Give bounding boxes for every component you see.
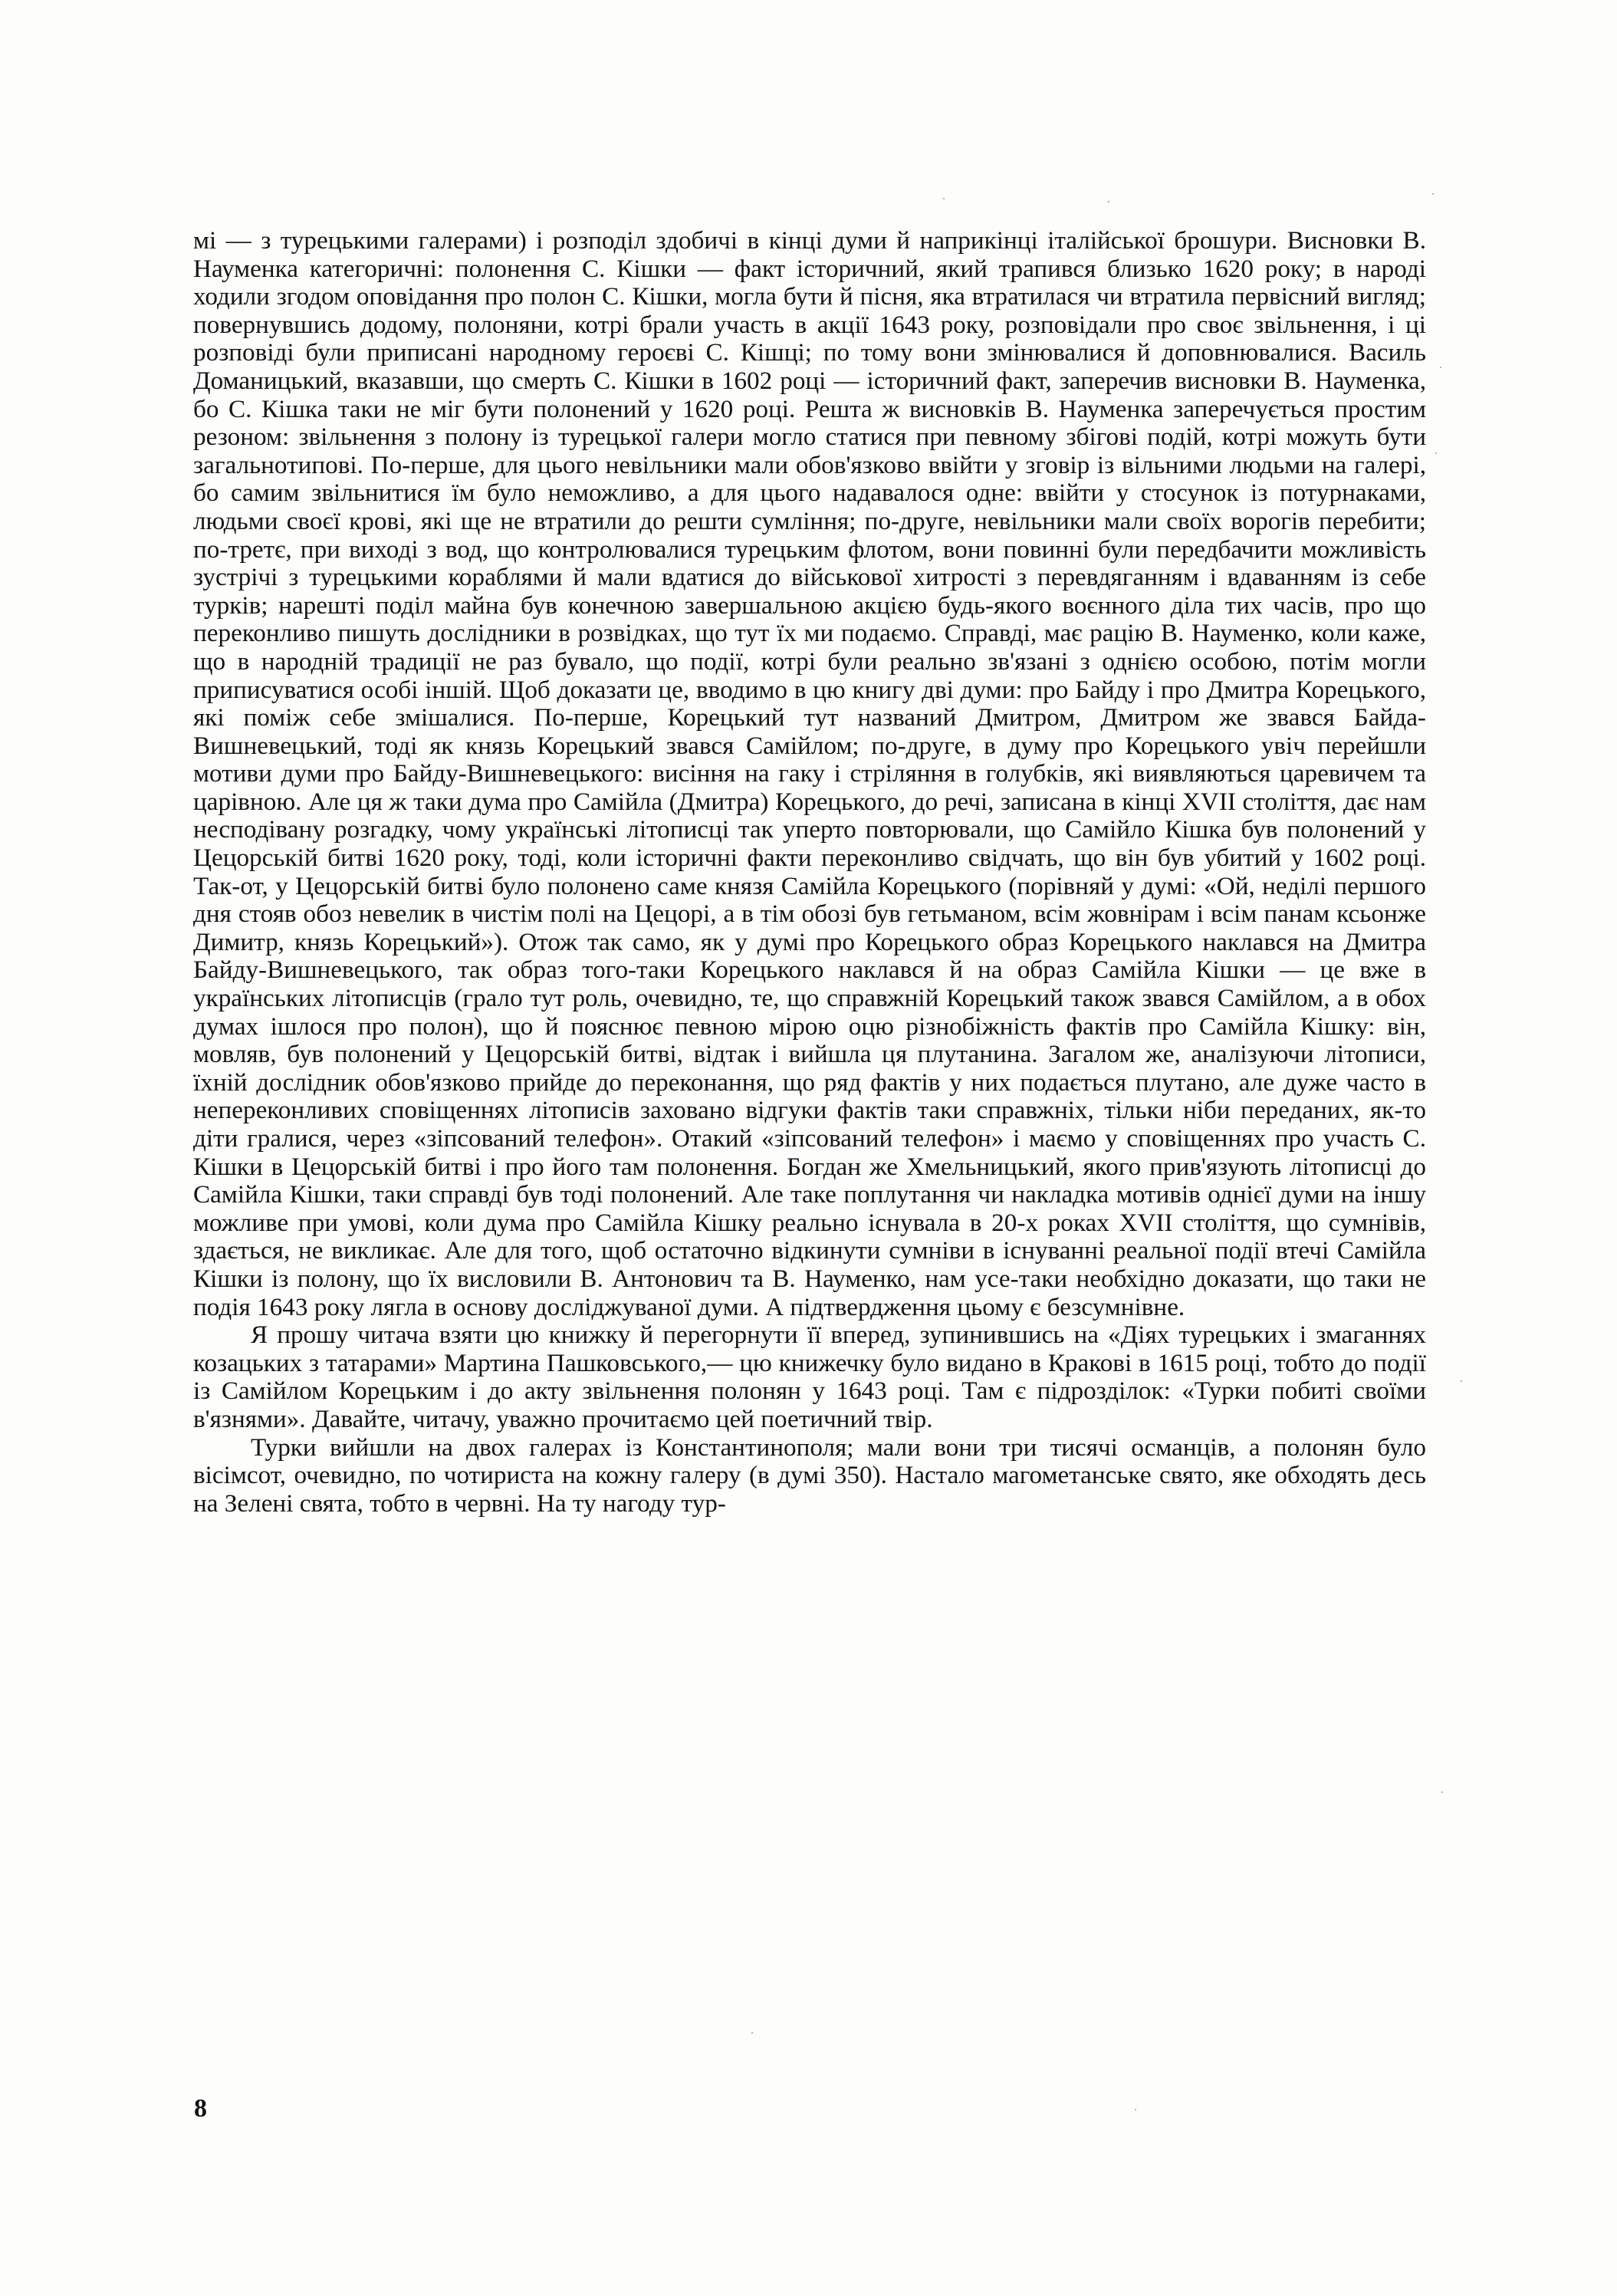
scan-speck xyxy=(943,198,945,199)
page-number: 8 xyxy=(194,2094,207,2123)
scan-speck xyxy=(1432,193,1434,195)
paragraph-1: мі — з турецькими галерами) і розподіл здобичі в кінці думи й наприкінці італійської брошури. Висновки В. Науменка категоричні: полонення С. Кішки — факт історичний, який трапився близько 1620 року; в народі ходили згодом оповідання про полон С. Кішки, могла бути й пісня, яка втратилася чи втратила первісний вигляд; повернувшись додому, полоняни, котрі брали участь в акції 1643 року, розповідали про своє звільнення, і ці розповіді були приписані народному героєві С. Кішці; по тому вони змінювалися й доповнювалися. Василь Доманицький, вказавши, що смерть С. Кішки в 1602 році — історичний факт, заперечив висновки В. Науменка, бо С. Кішка таки не міг бути полонений у 1620 році. Решта ж висновків В. Науменка заперечується простим резоном: звільнення з полону із турецької галери могло статися при певному збігові подій, котрі можуть бути загальнотипові. По-перше, для цього невільники мали обов'язково ввійти у зговір із вільними людьми на галері, бо самим звільнитися їм було неможливо, а для цього надавалося одне: ввійти у стосунок із потурнаками, людьми своєї крові, які ще не втратили до решти сумління; по-друге, невільники мали своїх ворогів перебити; по-третє, при виході з вод, що контролювалися турецьким флотом, вони повинні були передбачити можливість зустрічі з турецькими кораблями й мали вдатися до військової хитрості з перевдяганням і вдаванням із себе турків; нарешті поділ майна був конечною завершальною акцією будь-якого воєнного діла тих часів, про що переконливо пишуть дослідники в розвідках, що тут їх ми подаємо. Справді, має рацію В. Науменко, коли каже, що в народній традиції не раз бувало, що події, котрі були реально зв'язані з однією особою, потім могли приписуватися особі іншій. Щоб доказати це, вводимо в цю книгу дві думи: про Байду і про Дмитра Корецького, які поміж себе змішалися. По-перше, Корецький тут названий Дмитром, Дмитром же звався Байда-Вишневецький, тоді як князь Корецький звався Самійлом; по-друге, в думу про Корецького увіч перейшли мотиви думи про Байду-Вишневецького: висіння на гаку і стріляння в голубків, які виявляються царевичем та царівною. Але ця ж таки дума про Самійла (Дмитра) Корецького, до речі, записана в кінці XVII століття, дає нам несподівану розгадку, чому українські літописці так уперто повторювали, що Самійло Кішка був полонений у Цецорській битві 1620 року, тоді, коли історичні факти переконливо свідчать, що він був убитий у 1602 році. Так-от, у Цецорській битві було полонено саме князя Самійла Корецького (порівняй у думі: «Ой, неділі першого дня стояв обоз невелик в чистім полі на Цецорі, а в тім обозі був гетьманом, всім жовнірам і всім панам ксьонже Димитр, князь Корецький»). Отож так само, як у думі про Корецького образ Корецького наклався на Дмитра Байду-Вишневецького, так образ того-таки Корецького наклався й на образ Самійла Кішки — це вже в українських літописців (грало тут роль, очевидно, те, що справжній Корецький також звався Самійлом, а в обох думах ішлося про полон), що й пояснює певною мірою оцю різнобіжність фактів про Самійла Кішку: він, мовляв, був полонений у Цецорській битві, відтак і вийшла ця плутанина. Загалом же, аналізуючи літописи, їхній дослідник обов'язково прийде до переконання, що ряд фактів у них подається плутано, але дуже часто в непереконливих сповіщеннях літописів заховано відгуки фактів таки справжніх, тільки ніби переданих, як-то діти гралися, через «зіпсований телефон». Отакий «зіпсований телефон» і маємо у сповіщеннях про участь С. Кішки в Цецорській битві і про його там полонення. Богдан же Хмельницький, якого прив'язують літописці до Самійла Кішки, таки справді був тоді полонений. Але таке поплутання чи накладка мотивів однієї думи на іншу можливе при умові, коли дума про Самійла Кішку реально існувала в 20-х роках XVII століття, що сумнівів, здається, не викликає. Але для того, щоб остаточно відкинути сумніви в існуванні реальної події втечі Самійла Кішки із полону, що їх висловили В. Антонович та В. Науменко, нам усе-таки необхідно доказати, що таки не подія 1643 року лягла в основу досліджуваної думи. А підтвердження цьому є безсумнівне. xyxy=(193,226,1426,1321)
scan-speck xyxy=(1441,1791,1443,1793)
scan-speck xyxy=(1135,2109,1136,2110)
scan-speck xyxy=(1440,367,1441,368)
scan-speck xyxy=(1108,201,1109,202)
scan-speck xyxy=(1435,452,1437,454)
scan-speck xyxy=(751,2032,753,2034)
scan-speck xyxy=(1461,1380,1462,1382)
paragraph-3: Турки вийшли на двох галерах із Константинополя; мали вони три тисячі османців, а полонян було вісімсот, очевидно, по чотириста на кожну галеру (в думі 350). Настало магометанське свято, яке обходять десь на Зелені свята, тобто в червні. На ту нагоду тур- xyxy=(193,1433,1426,1518)
body-text xyxy=(193,227,1426,1518)
paragraph-2: Я прошу читача взяти цю книжку й перегорнути її вперед, зупинившись на «Діях турецьких і змаганнях козацьких з татарами» Мартина Пашковського,— цю книжечку було видано в Кракові в 1615 році, тобто до події із Самійлом Корецьким і до акту звільнення полонян у 1643 році. Там є підрозділок: «Турки побиті своїми в'язнями». Давайте, читачу, уважно прочитаємо цей поетичний твір. xyxy=(193,1321,1426,1433)
